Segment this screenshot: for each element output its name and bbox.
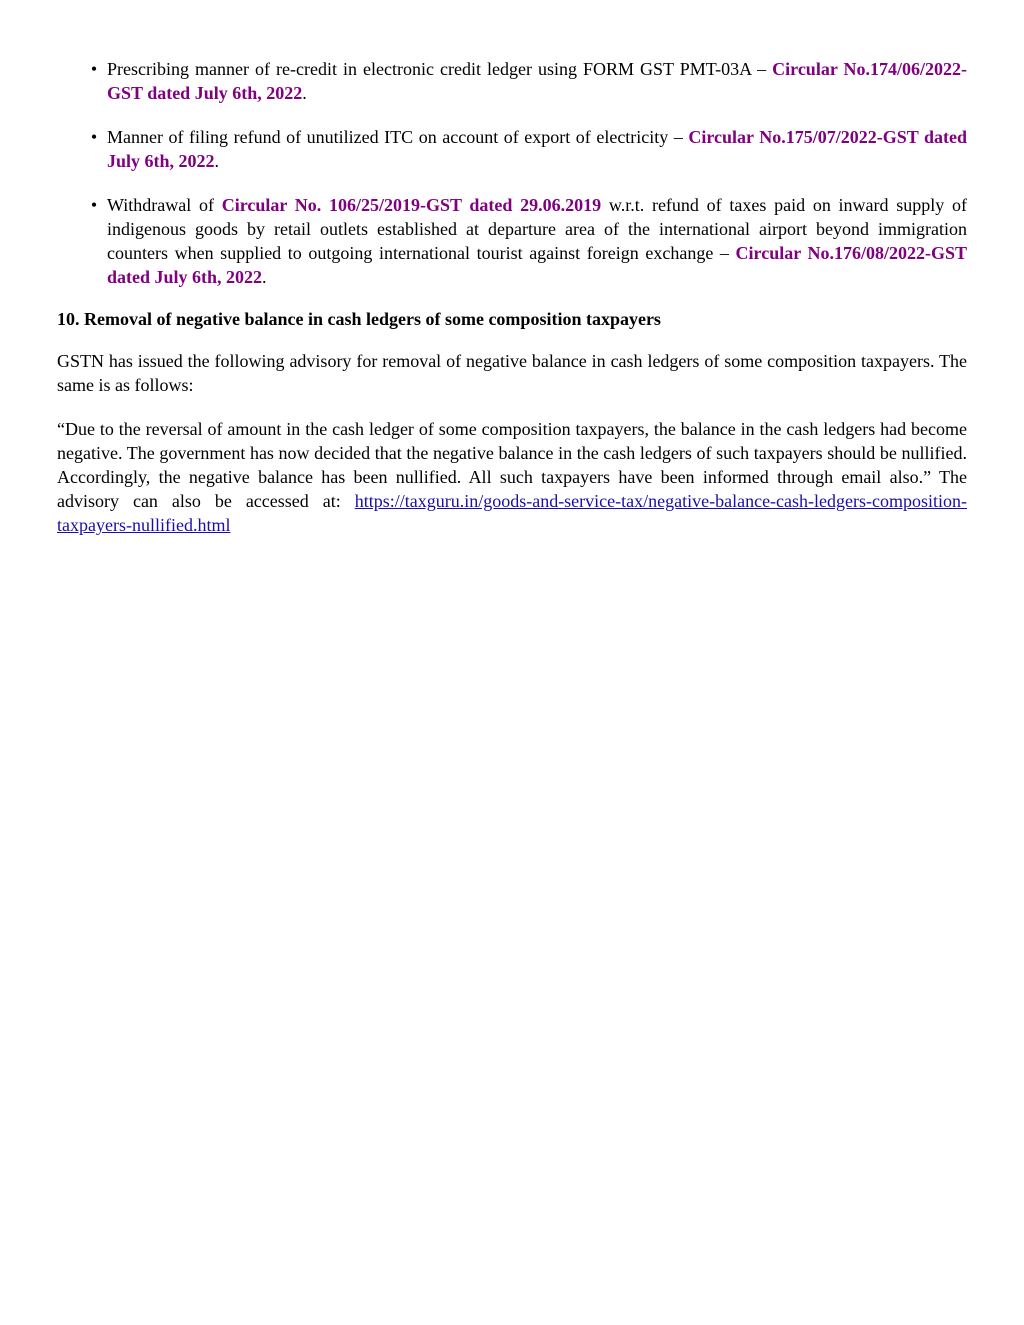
list-item [57, 193, 967, 289]
list-item-pre: Withdrawal of [107, 195, 222, 215]
circular-list [57, 57, 967, 289]
section-heading: 10. Removal of negative balance in cash ledgers of some composition taxpayers [57, 309, 661, 329]
list-item [57, 125, 967, 173]
list-item-end: . [302, 83, 307, 103]
list-item [57, 57, 967, 105]
advisory-quote: “Due to the reversal of amount in the cash ledger of some composition taxpayers, the balance in the cash ledgers had become negative. The government has now decided that the negative balance in the cash ledgers of such taxpayers should be nullified. Accordingly, the negative balance has been nullified. All such taxpayers have been informed through email also.” The advisory can also be accessed at: [57, 419, 967, 511]
advisory-paragraph [57, 417, 967, 537]
bullet-icon: • [90, 127, 98, 147]
circular-reference: Circular No.175/07/2022-GST dated July 6th, 2022 [107, 127, 967, 171]
list-item-end: . [214, 151, 220, 171]
bullet-icon: • [90, 195, 98, 215]
intro-paragraph: GSTN has issued the following advisory for removal of negative balance in cash ledgers of some composition taxpayers. The same is as follows: [57, 351, 967, 395]
list-item-text: w.r.t. refund of taxes paid on inward supply of indigenous goods by retail outlets established at departure area of the international airport beyond immigration counters when supplied to outgoing international tourist against foreign exchange – [107, 195, 967, 263]
document-page [57, 57, 967, 557]
bullet-icon: • [90, 59, 98, 79]
list-item-text: Manner of filing refund of unutilized ITC on account of export of electricity – [107, 127, 689, 147]
circular-reference: Circular No.174/06/2022-GST dated July 6th, 2022 [107, 59, 968, 103]
circular-reference: Circular No.176/08/2022-GST dated July 6th, 2022 [107, 243, 967, 287]
withdrawn-circular-reference: Circular No. 106/25/2019-GST dated 29.06.2019 [221, 195, 602, 215]
advisory-link[interactable]: https://taxguru.in/goods-and-service-tax/negative-balance-cash-ledgers-composition-taxpayers-nullified.html [57, 491, 967, 535]
list-item-text: Prescribing manner of re-credit in electronic credit ledger using FORM GST PMT-03A – [107, 59, 773, 79]
list-item-end: . [262, 267, 267, 287]
